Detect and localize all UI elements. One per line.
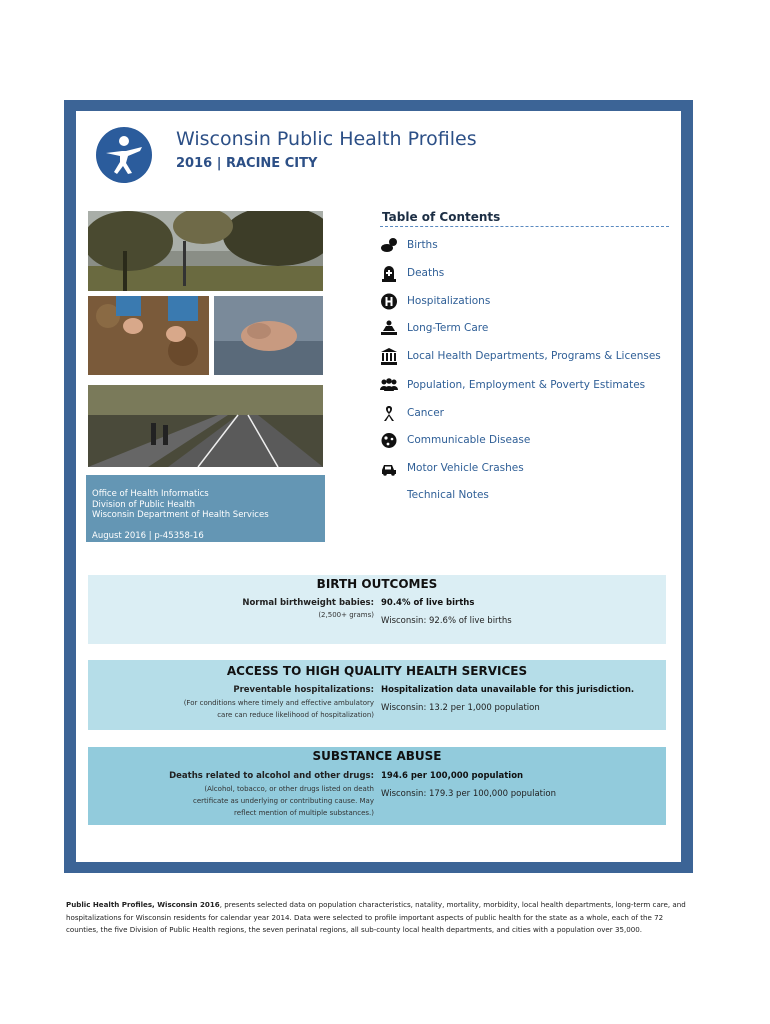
toc-divider bbox=[380, 226, 669, 227]
footer-title: Public Health Profiles, Wisconsin 2016 bbox=[66, 900, 220, 909]
building-icon bbox=[378, 347, 400, 365]
toc-item-label: Technical Notes bbox=[407, 489, 489, 501]
toc-item-label: Population, Employment & Poverty Estimates bbox=[407, 379, 646, 391]
toc-item-population[interactable] bbox=[378, 376, 645, 394]
metric-value: 90.4% of live births bbox=[381, 598, 475, 608]
toc-item-label: Births bbox=[407, 239, 438, 251]
toc-item-label: Motor Vehicle Crashes bbox=[407, 462, 524, 474]
virus-icon bbox=[378, 431, 400, 449]
metric-label: Deaths related to alcohol and other drugs: bbox=[169, 771, 374, 781]
caregiver-icon bbox=[378, 319, 400, 337]
photo-runners-road bbox=[88, 385, 323, 467]
baby-icon bbox=[378, 236, 400, 254]
toc-item-deaths[interactable] bbox=[378, 264, 444, 282]
state-comparison: Wisconsin: 92.6% of live births bbox=[381, 616, 512, 626]
section-title: SUBSTANCE ABUSE bbox=[312, 749, 442, 763]
toc-item-label: Hospitalizations bbox=[407, 295, 491, 307]
metric-note: (Alcohol, tobacco, or other drugs listed on death certificate as underlying or contributing cause. May reflect mention of multiple substances.) bbox=[193, 785, 374, 817]
toc-title: Table of Contents bbox=[382, 210, 501, 224]
toc-item-motor-vehicle-crashes[interactable] bbox=[378, 459, 524, 477]
toc-item-label: Deaths bbox=[407, 267, 445, 279]
access-health-services-section bbox=[88, 660, 666, 730]
metric-label: Normal birthweight babies: bbox=[242, 598, 374, 608]
page-subtitle: 2016 | RACINE CITY bbox=[176, 156, 318, 171]
dhs-logo bbox=[96, 127, 152, 183]
section-title: BIRTH OUTCOMES bbox=[316, 577, 438, 591]
footer-description bbox=[66, 899, 696, 937]
page-title: Wisconsin Public Health Profiles bbox=[176, 128, 477, 150]
toc-item-label: Local Health Departments, Programs & Licenses bbox=[407, 350, 661, 362]
photo-elderly-hands bbox=[214, 296, 323, 375]
metric-note: (For conditions where timely and effective ambulatory care can reduce likelihood of hospitalization) bbox=[183, 699, 374, 719]
metric-value: 194.6 per 100,000 population bbox=[381, 771, 524, 781]
gravestone-icon bbox=[378, 264, 400, 282]
metric-label: Preventable hospitalizations: bbox=[233, 685, 374, 695]
metric-value: Hospitalization data unavailable for this jurisdiction. bbox=[381, 685, 635, 695]
department-name: Wisconsin Department of Health Services bbox=[92, 510, 269, 520]
toc-item-label: Cancer bbox=[407, 407, 444, 419]
toc-item-hospitalizations[interactable] bbox=[378, 292, 490, 310]
car-crash-icon bbox=[378, 459, 400, 477]
birth-outcomes-section bbox=[88, 575, 666, 644]
state-comparison: Wisconsin: 179.3 per 100,000 population bbox=[381, 789, 556, 799]
toc-item-cancer[interactable] bbox=[378, 404, 444, 422]
publication-date: August 2016 | p-45358-16 bbox=[92, 531, 204, 541]
office-name: Office of Health Informatics bbox=[92, 489, 209, 499]
people-icon bbox=[378, 376, 400, 394]
toc-item-label: Communicable Disease bbox=[407, 434, 531, 446]
toc-item-label: Long-Term Care bbox=[407, 322, 489, 334]
division-name: Division of Public Health bbox=[92, 500, 196, 510]
toc-item-local-health-departments[interactable] bbox=[378, 347, 661, 365]
publisher-info-box bbox=[86, 475, 325, 542]
state-comparison: Wisconsin: 13.2 per 1,000 population bbox=[381, 703, 540, 713]
metric-note: (2,500+ grams) bbox=[318, 611, 374, 619]
ribbon-icon bbox=[378, 404, 400, 422]
photo-gardening-hands bbox=[88, 296, 209, 375]
photo-park-trees bbox=[88, 211, 323, 291]
toc-item-long-term-care[interactable] bbox=[378, 319, 488, 337]
hospital-icon bbox=[378, 292, 400, 310]
section-title: ACCESS TO HIGH QUALITY HEALTH SERVICES bbox=[226, 664, 528, 678]
toc-item-births[interactable] bbox=[378, 236, 438, 254]
toc-item-technical-notes[interactable] bbox=[378, 486, 489, 504]
substance-abuse-section bbox=[88, 747, 666, 825]
footer-text: , presents selected data on population characteristics, natality, mortality, morbidity, local health departments, long-term care, and hospitalizations for Wisconsin residents for calendar year 2014. Data were selected to profile important aspects of public health for the state as a whole, each of the 72 counties, the five Division of Public Health regions, the seven perinatal regions, all sub-county local health departments, and cities with a population over 35,000. bbox=[66, 900, 686, 934]
toc-item-communicable-disease[interactable] bbox=[378, 431, 530, 449]
